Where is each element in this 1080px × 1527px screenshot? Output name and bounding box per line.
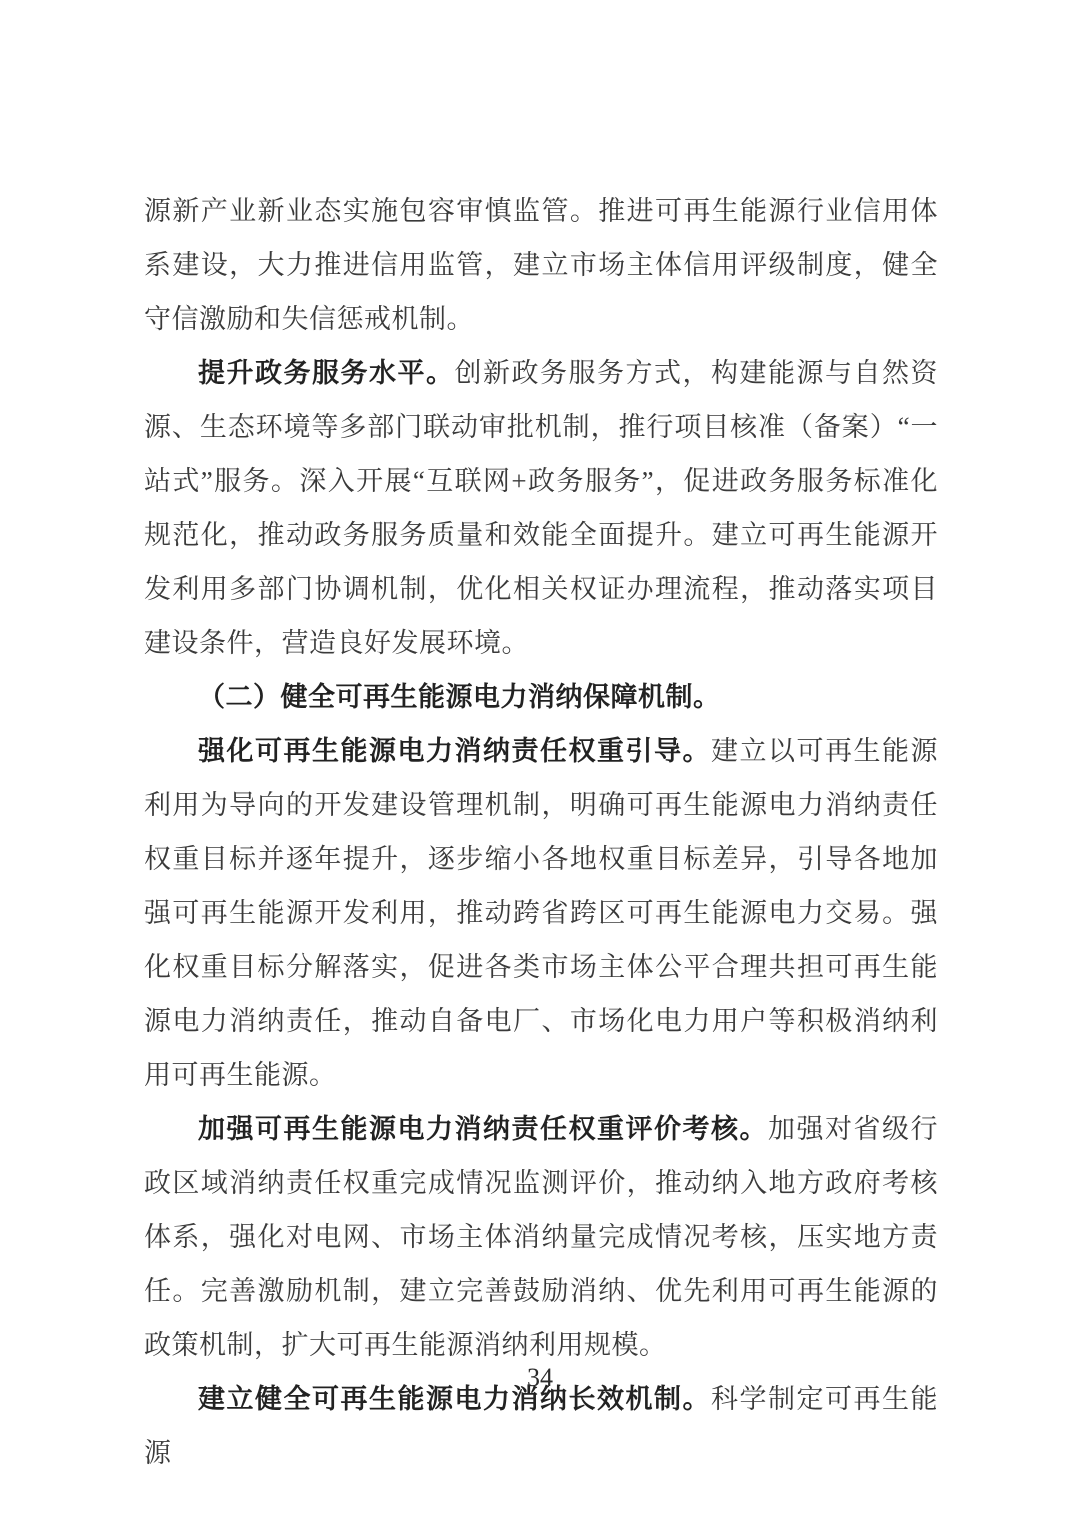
paragraph-lead: 加强可再生能源电力消纳责任权重评价考核。 (198, 1114, 768, 1144)
page-number: 34 (527, 1363, 553, 1392)
paragraph-lead: 强化可再生能源电力消纳责任权重引导。 (198, 736, 711, 766)
paragraph (144, 184, 938, 346)
paragraph-text: 科学制定可再生能源 (144, 1384, 938, 1468)
document-body (144, 184, 938, 1480)
paragraph-lead: 建立健全可再生能源电力消纳长效机制。 (198, 1384, 711, 1414)
paragraph-lead: （二）健全可再生能源电力消纳保障机制。 (198, 682, 721, 712)
paragraph (144, 346, 938, 670)
paragraph (144, 724, 938, 1102)
paragraph (144, 670, 938, 724)
paragraph-text: 建立以可再生能源利用为导向的开发建设管理机制，明确可再生能源电力消纳责任权重目标并逐年提升，逐步缩小各地权重目标差异，引导各地加强可再生能源开发利用，推动跨省跨区可再生能源电力交易。强化权重目标分解落实，促进各类市场主体公平合理共担可再生能源电力消纳责任，推动自备电厂、市场化电力用户等积极消纳利用可再生能源。 (144, 736, 938, 1090)
paragraph-text: 创新政务服务方式，构建能源与自然资源、生态环境等多部门联动审批机制，推行项目核准（备案）“一站式”服务。深入开展“互联网+政务服务”，促进政务服务标准化规范化，推动政务服务质量和效能全面提升。建立可再生能源开发利用多部门协调机制，优化相关权证办理流程，推动落实项目建设条件，营造良好发展环境。 (144, 358, 938, 658)
paragraph-text: 源新产业新业态实施包容审慎监管。推进可再生能源行业信用体系建设，大力推进信用监管，建立市场主体信用评级制度，健全守信激励和失信惩戒机制。 (144, 196, 938, 334)
paragraph-lead: 提升政务服务水平。 (198, 358, 455, 388)
paragraph (144, 1102, 938, 1372)
paragraph-text: 加强对省级行政区域消纳责任权重完成情况监测评价，推动纳入地方政府考核体系，强化对电网、市场主体消纳量完成情况考核，压实地方责任。完善激励机制，建立完善鼓励消纳、优先利用可再生能源的政策机制，扩大可再生能源消纳利用规模。 (144, 1114, 938, 1360)
